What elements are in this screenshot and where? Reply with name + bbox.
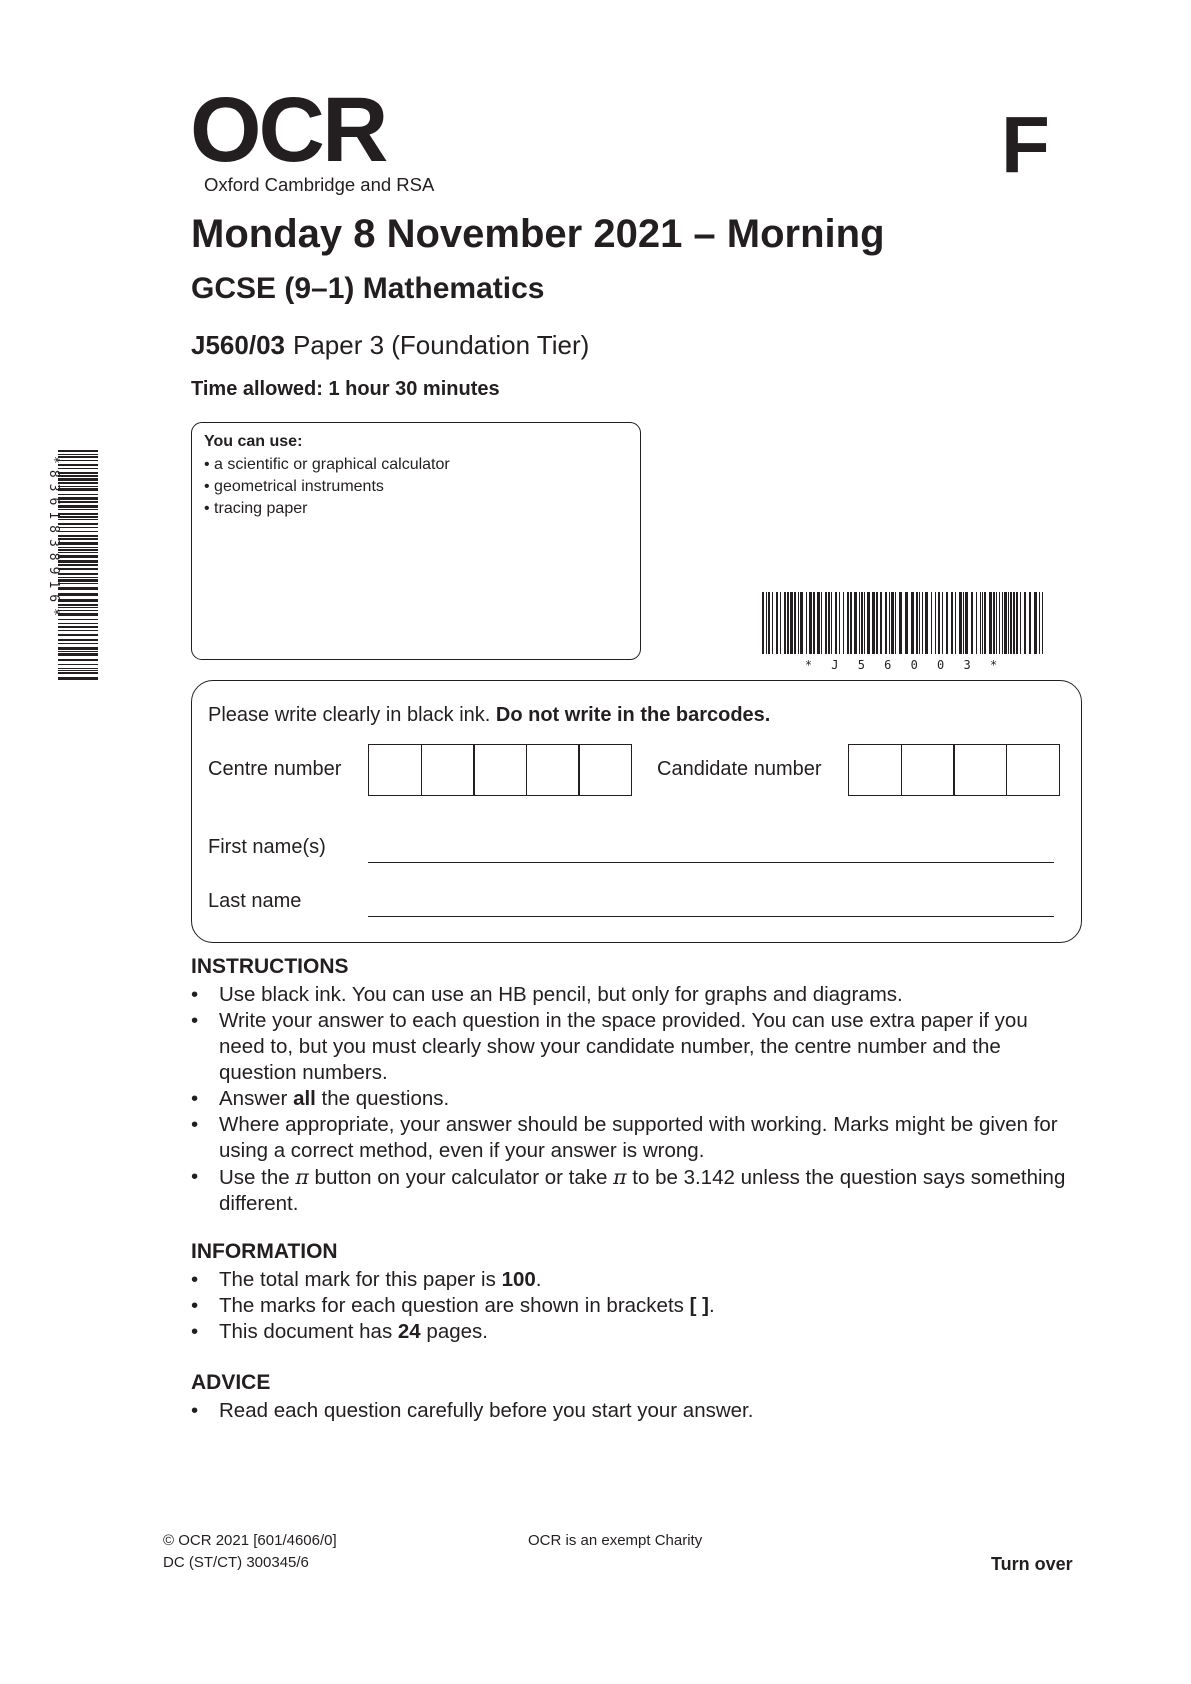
barcode-bar (806, 592, 807, 654)
barcode-bar (835, 592, 837, 654)
charity-note: OCR is an exempt Charity (528, 1532, 703, 1549)
barcode-bar (1008, 592, 1009, 654)
text-run: The marks for each question are shown in brackets (219, 1294, 690, 1317)
barcode-bar (784, 592, 786, 654)
text-run: Answer (219, 1087, 294, 1110)
barcode-bar (58, 623, 98, 624)
barcode-bar (922, 592, 923, 654)
instruction-text: Where appropriate, your answer should be supported with working. Marks might be given for using a correct method, even if your answer is wrong. (219, 1113, 1058, 1162)
barcode-bar (839, 592, 840, 654)
barcode-bar (794, 592, 796, 654)
barcode-bar (768, 592, 770, 654)
barcode-bar (58, 564, 98, 566)
barcode-bar (925, 592, 928, 654)
candidate-number-digit-box[interactable] (1006, 744, 1060, 796)
barcode-bar (976, 592, 977, 654)
barcode-bar (872, 592, 875, 654)
barcode-bar (58, 634, 98, 636)
barcode-bar (847, 592, 849, 654)
emphasis: [ ] (689, 1294, 709, 1317)
barcode-bar (58, 531, 98, 532)
barcode-bar (854, 592, 857, 654)
barcode-bar (58, 626, 98, 628)
information-item (191, 1319, 1071, 1345)
logo-letters: OCR (190, 79, 386, 181)
barcode-bar (942, 592, 943, 654)
barcode-bar (58, 509, 98, 510)
barcode-bar (58, 552, 98, 553)
side-barcode (42, 450, 98, 680)
ocr-logo (190, 79, 450, 196)
barcode-bar (1013, 592, 1015, 654)
barcode-bar (850, 592, 852, 654)
barcode-bar (965, 592, 968, 654)
barcode-bar (58, 568, 98, 570)
instruction-item (191, 1086, 1071, 1112)
paper-code: J560/03 (191, 330, 285, 360)
barcode-bar (58, 587, 98, 590)
text-run: This document has (219, 1320, 398, 1343)
pi-symbol: π (295, 1165, 309, 1189)
instruction-item (191, 1164, 1071, 1217)
side-barcode-bars (58, 450, 98, 680)
barcode-bar (916, 592, 918, 654)
barcode-bar (58, 513, 98, 515)
barcode-bar (982, 592, 983, 654)
instruction-text (219, 1086, 1071, 1112)
barcode-bar (885, 592, 887, 654)
subject-title: GCSE (9–1) Mathematics (191, 272, 545, 305)
candidate-number-digit-box[interactable] (901, 744, 955, 796)
barcode-bar (58, 456, 98, 458)
barcode-bar (58, 630, 98, 631)
barcode-bar (780, 592, 781, 654)
emphasis: 100 (501, 1268, 536, 1291)
centre-number-field[interactable] (368, 744, 631, 796)
barcode-bar (58, 478, 98, 481)
barcode-bar (58, 659, 98, 661)
barcode-bar (58, 560, 98, 563)
advice-heading: ADVICE (191, 1371, 271, 1394)
barcode-bar (58, 653, 98, 656)
barcode-bar (889, 592, 890, 654)
advice-item (191, 1398, 1071, 1424)
barcode-bar (864, 592, 865, 654)
barcode-bar (876, 592, 878, 654)
barcode-bar (58, 547, 98, 548)
exam-date: Monday 8 November 2021 – Morning (191, 212, 885, 256)
advice-text: Read each question carefully before you start your answer. (219, 1399, 754, 1422)
barcode-bar (959, 592, 962, 654)
barcode-bar (58, 549, 98, 551)
barcode-bar (58, 647, 98, 650)
barcode-bar (58, 607, 98, 608)
barcode-bar (58, 535, 98, 537)
write-clearly-note (208, 704, 770, 727)
main-barcode-text: * J 5 6 0 0 3 * (804, 658, 1004, 672)
paper-line (191, 330, 589, 361)
information-text (219, 1267, 1071, 1293)
barcode-bar (772, 592, 773, 654)
document-code: DC (ST/CT) 300345/6 (163, 1554, 309, 1571)
barcode-bar (58, 610, 98, 611)
instruction-item (191, 982, 1071, 1008)
barcode-bar (58, 482, 98, 484)
barcode-bar (946, 592, 948, 654)
barcode-bar (800, 592, 803, 654)
bullet: • (191, 1009, 199, 1032)
logo-subtitle: Oxford Cambridge and RSA (204, 174, 435, 195)
barcode-bar (867, 592, 870, 654)
barcode-bar (935, 592, 936, 654)
barcode-bar (787, 592, 789, 654)
turn-over-label: Turn over (991, 1554, 1073, 1574)
barcode-bar (1010, 592, 1012, 654)
barcode-bar (951, 592, 953, 654)
barcode-bar (58, 472, 98, 474)
barcode-bar (790, 592, 793, 654)
centre-number-label: Centre number (208, 758, 342, 780)
text-run: . (708, 1294, 715, 1317)
barcode-bar (58, 486, 98, 487)
barcode-bar (58, 613, 98, 616)
barcode-bar (880, 592, 882, 654)
barcode-bar (762, 592, 764, 654)
information-heading: INFORMATION (191, 1240, 338, 1263)
centre-number-digit-box[interactable] (526, 744, 580, 796)
candidate-number-digit-box[interactable] (848, 744, 902, 796)
pi-symbol: π (613, 1165, 627, 1189)
barcode-bar (931, 592, 932, 654)
you-can-use-title: You can use: (204, 433, 303, 450)
bullet: • (191, 1294, 199, 1317)
barcode-bar (58, 538, 98, 540)
barcode-bar (861, 592, 863, 654)
barcode-bar (58, 619, 98, 620)
centre-number-digit-box[interactable] (578, 744, 632, 796)
side-barcode-text: *8361838916* (46, 456, 61, 622)
barcode-bar (58, 519, 98, 520)
barcode-bar (58, 475, 98, 477)
barcode-bar (828, 592, 830, 654)
barcode-bar (58, 577, 98, 578)
barcode-bar (58, 664, 98, 665)
barcode-bar (1034, 592, 1037, 654)
centre-number-digit-box[interactable] (421, 744, 475, 796)
barcode-bar (996, 592, 997, 654)
barcode-bar (1004, 592, 1007, 654)
bullet: • (191, 1320, 199, 1343)
barcode-bar (58, 583, 98, 584)
tier-letter: F (1001, 100, 1050, 189)
barcode-bar (58, 460, 98, 461)
barcode-bar (58, 555, 98, 558)
barcode-bar (1024, 592, 1026, 654)
centre-number-digit-box[interactable] (368, 744, 422, 796)
barcode-bar (58, 468, 98, 469)
text-run: button on your calculator or take (308, 1166, 614, 1189)
barcode-bar (58, 599, 98, 602)
time-allowed: Time allowed: 1 hour 30 minutes (191, 378, 500, 400)
barcode-bar (58, 573, 98, 575)
barcode-bar (980, 592, 981, 654)
emphasis: all (293, 1087, 316, 1110)
barcode-bar (58, 604, 98, 606)
copyright: © OCR 2021 [601/4606/0] (163, 1532, 337, 1549)
barcode-bar (58, 542, 98, 545)
barcode-bar (58, 643, 98, 644)
candidate-number-label: Candidate number (657, 758, 822, 780)
barcode-bar (58, 651, 98, 652)
barcode-bar (766, 592, 767, 654)
barcode-bar (891, 592, 894, 654)
barcode-bar (895, 592, 896, 654)
barcode-bar (971, 592, 973, 654)
barcode-bar (963, 592, 964, 654)
barcode-bar (919, 592, 920, 654)
barcode-bar (1039, 592, 1040, 654)
barcode-bar (798, 592, 799, 654)
paper-title: Paper 3 (Foundation Tier) (292, 330, 590, 360)
barcode-bar (831, 592, 832, 654)
last-name-label: Last name (208, 890, 302, 912)
barcode-bar (809, 592, 812, 654)
instructions-heading: INSTRUCTIONS (191, 955, 349, 978)
barcode-bar (817, 592, 820, 654)
barcode-bar (58, 593, 98, 596)
bullet: • (191, 1113, 199, 1136)
barcode-bar (58, 527, 98, 528)
barcode-bar (58, 523, 98, 525)
barcode-bar (1016, 592, 1018, 654)
barcode-bar (1020, 592, 1021, 654)
bullet: • (191, 983, 199, 1006)
barcode-bar (58, 494, 98, 495)
bullet: • (191, 1087, 199, 1110)
barcode-bar (1042, 592, 1043, 654)
text-run: . (535, 1268, 542, 1291)
barcode-bar (843, 592, 844, 654)
text-run: the questions. (315, 1087, 450, 1110)
information-item (191, 1293, 1071, 1319)
barcode-bar (1002, 592, 1003, 654)
candidate-number-digit-box[interactable] (953, 744, 1007, 796)
text-run: pages. (420, 1320, 488, 1343)
barcode-bar (899, 592, 902, 654)
barcode-bar (993, 592, 995, 654)
barcode-bar (58, 497, 98, 500)
barcode-bar (911, 592, 914, 654)
barcode-bar (58, 670, 98, 671)
equipment-item: • geometrical instruments (204, 478, 384, 495)
barcode-bar (776, 592, 778, 654)
you-can-use-box (191, 422, 641, 660)
equipment-item: • a scientific or graphical calculator (204, 456, 450, 473)
barcode-bar (58, 505, 98, 508)
instruction-text: Write your answer to each question in the space provided. You can use extra paper if you need to, but you must clearly show your candidate number, the centre number and the question numbers. (219, 1009, 1028, 1084)
information-text (219, 1319, 1071, 1345)
barcode-bar (58, 668, 98, 669)
centre-number-digit-box[interactable] (473, 744, 527, 796)
barcode-bar (938, 592, 940, 654)
bullet: • (191, 1399, 199, 1422)
barcode-bar (58, 501, 98, 503)
instruction-item (191, 1008, 1071, 1086)
barcode-bar (1029, 592, 1031, 654)
emphasis: 24 (397, 1320, 421, 1343)
instruction-item (191, 1112, 1071, 1164)
barcode-bar (58, 450, 98, 452)
text-run: to be 3.142 unless the question says something different. (219, 1166, 1066, 1215)
text-run: The total mark for this paper is (219, 1268, 502, 1291)
candidate-number-field[interactable] (848, 744, 1058, 796)
barcode-bar (821, 592, 822, 654)
barcode-bar (58, 464, 98, 466)
barcode-bar (825, 592, 827, 654)
barcode-bar (859, 592, 860, 654)
barcode-bar (905, 592, 908, 654)
instruction-text: Use black ink. You can use an HB pencil, but only for graphs and diagrams. (219, 983, 903, 1006)
barcode-bar (955, 592, 956, 654)
write-clearly-bold: Do not write in the barcodes. (495, 704, 771, 726)
barcode-bar (58, 639, 98, 641)
first-name-field[interactable] (368, 862, 1054, 863)
barcode-bar (58, 579, 98, 582)
main-barcode (762, 592, 1046, 672)
main-barcode-bars (762, 592, 1043, 654)
barcode-bar (58, 488, 98, 491)
equipment-item: • tracing paper (204, 500, 308, 517)
barcode-bar (989, 592, 992, 654)
bullet: • (191, 1268, 199, 1291)
barcode-bar (813, 592, 815, 654)
write-clearly-text: Please write clearly in black ink. (208, 704, 496, 726)
barcode-bar (58, 454, 98, 455)
barcode-bar (58, 516, 98, 518)
information-item (191, 1267, 1071, 1293)
first-name-label: First name(s) (208, 836, 326, 858)
barcode-bar (58, 672, 98, 674)
barcode-bar (58, 677, 98, 680)
text-run: Use the (219, 1166, 296, 1189)
barcode-bar (999, 592, 1000, 654)
bullet: • (191, 1165, 199, 1188)
instruction-text (219, 1164, 1071, 1217)
barcode-bar (984, 592, 986, 654)
information-text (219, 1293, 1071, 1319)
candidate-details-box (191, 680, 1082, 943)
last-name-field[interactable] (368, 916, 1054, 917)
